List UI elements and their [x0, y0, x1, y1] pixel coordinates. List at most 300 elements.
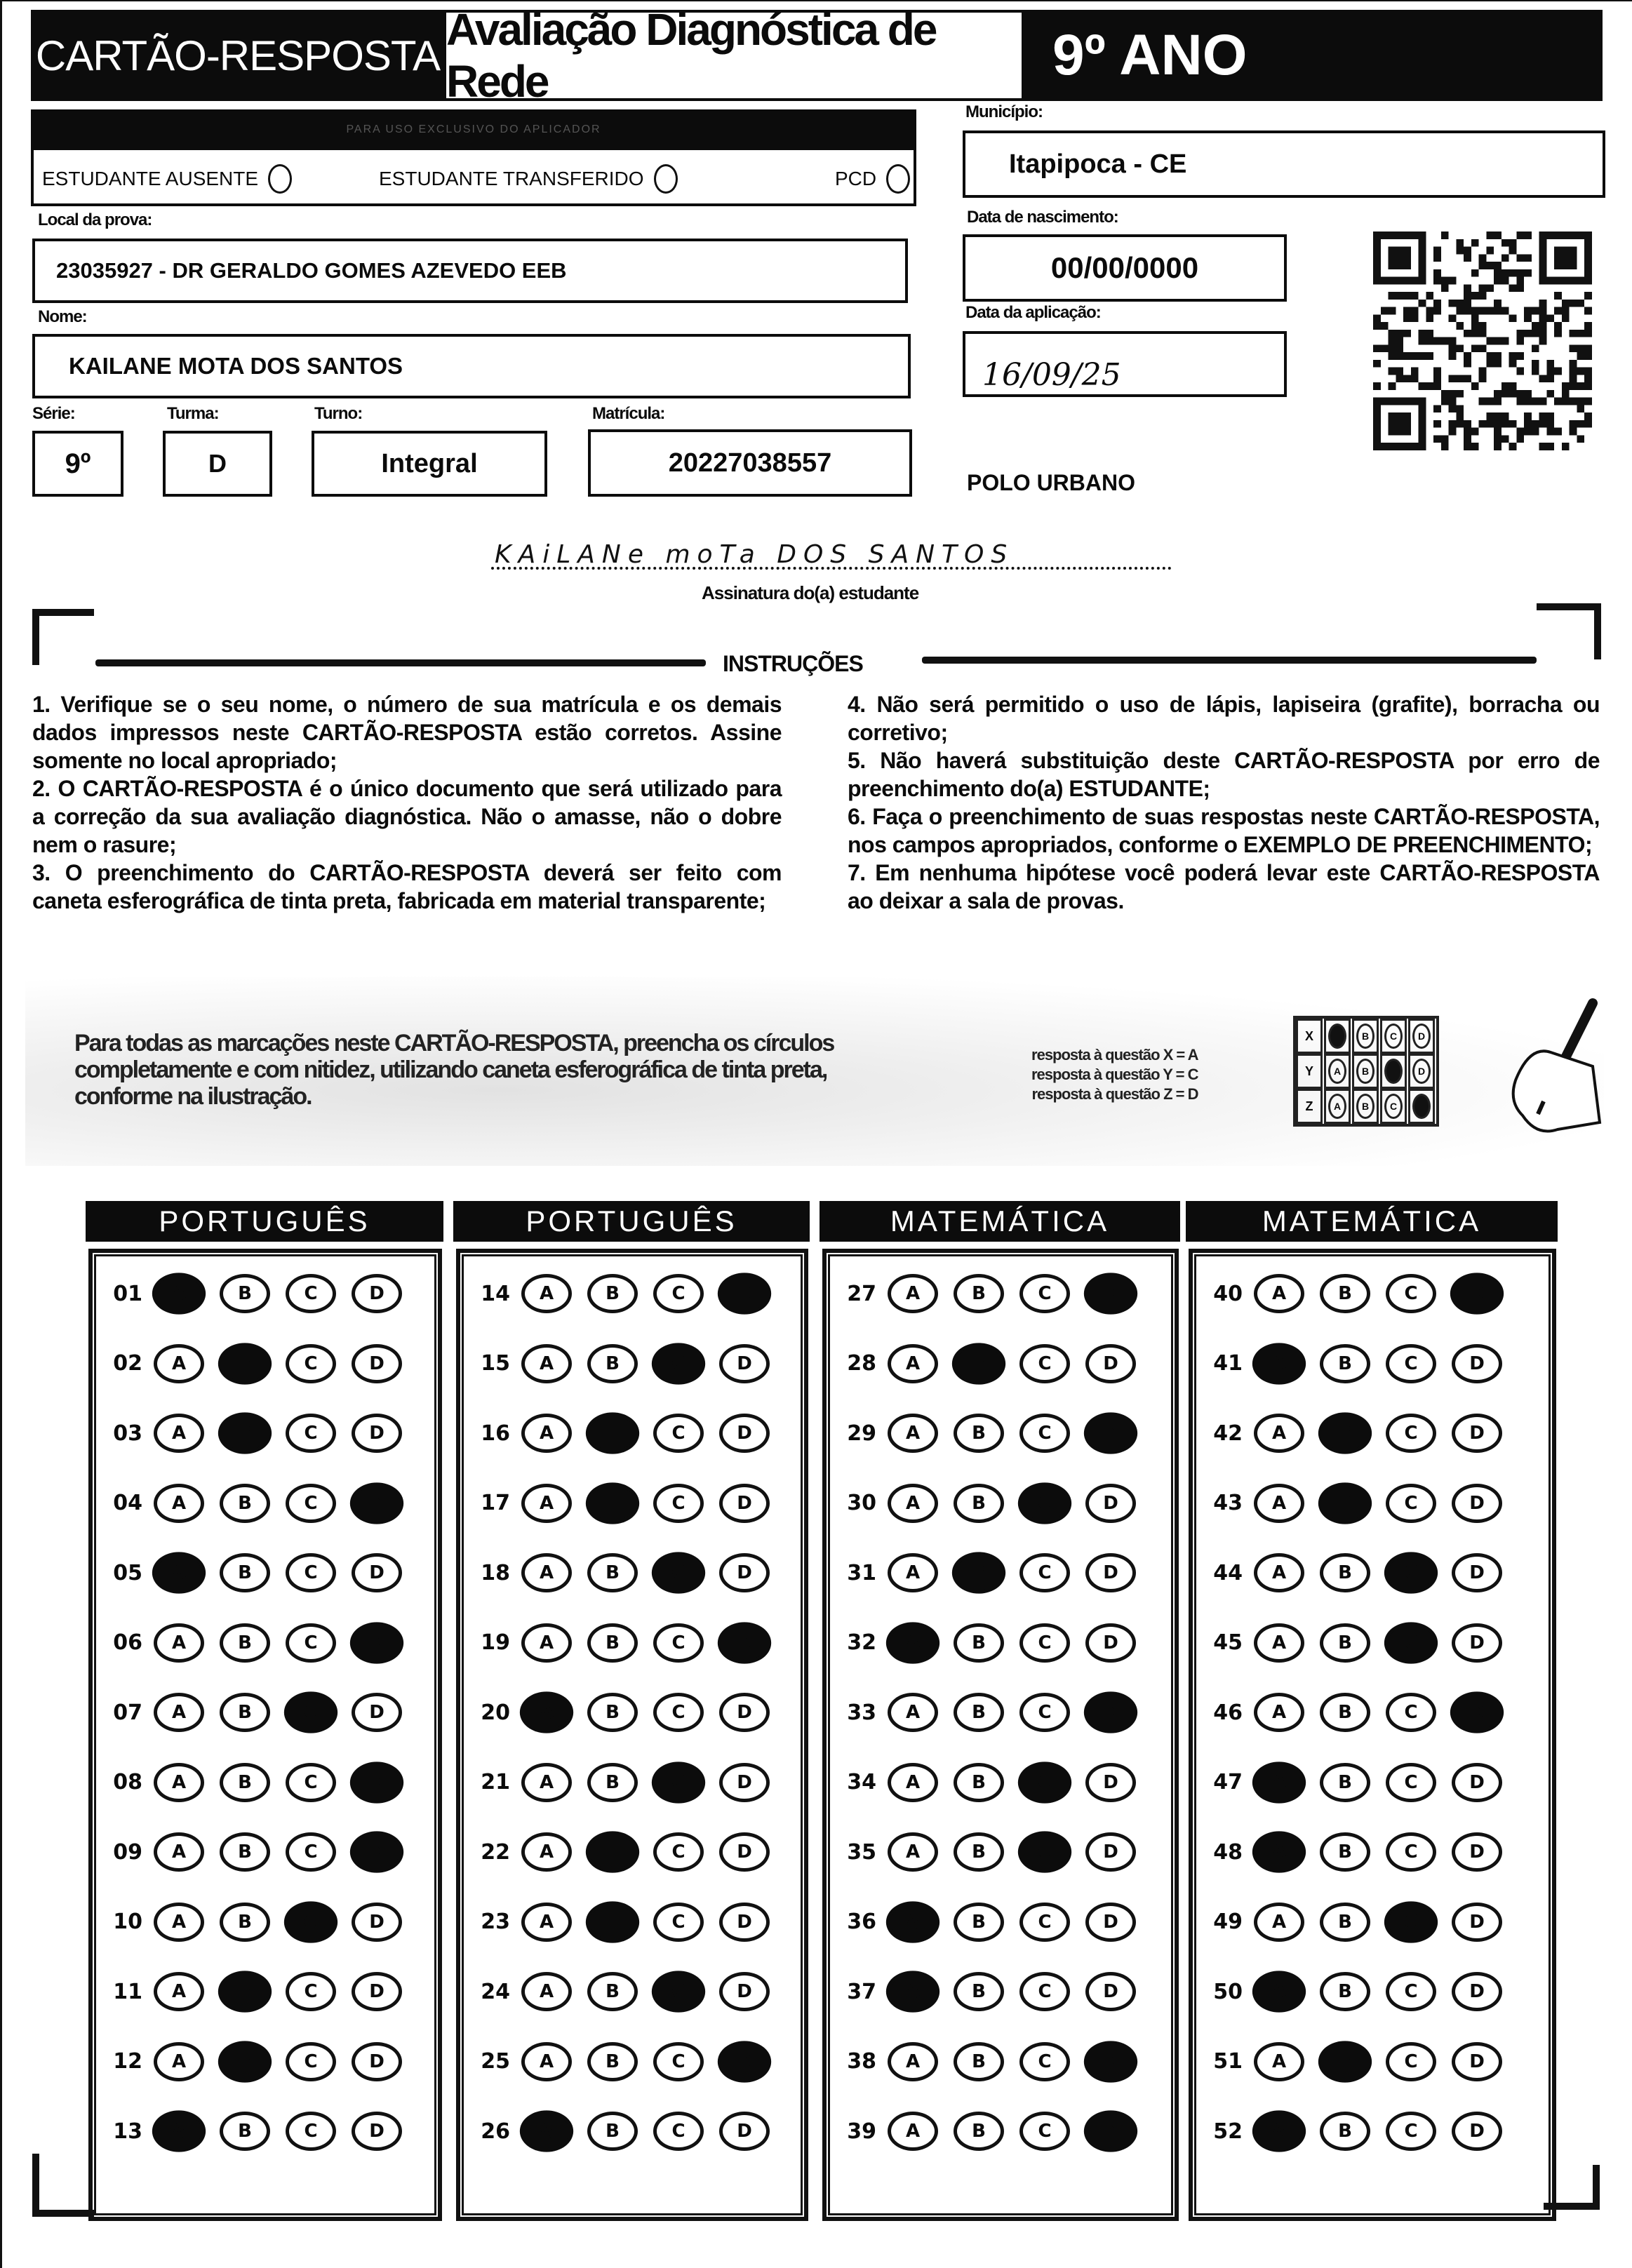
- answer-bubble[interactable]: C: [286, 1763, 336, 1802]
- question-number: 47: [1213, 1770, 1243, 1794]
- answer-bubble-filled[interactable]: B: [586, 1412, 639, 1454]
- answer-bubble[interactable]: B: [954, 1763, 1004, 1802]
- answer-bubble-filled[interactable]: A: [1252, 1971, 1306, 2012]
- option-absent[interactable]: [42, 164, 379, 194]
- answer-bubble[interactable]: B: [220, 1484, 270, 1523]
- question-number: 37: [847, 1979, 876, 2004]
- answer-bubble[interactable]: C: [286, 1972, 336, 2011]
- question-number: 24: [481, 1979, 510, 2004]
- answer-bubble[interactable]: A: [521, 1344, 572, 1383]
- answer-bubble[interactable]: B: [954, 2042, 1004, 2081]
- answer-bubble[interactable]: B: [220, 2112, 270, 2151]
- answer-bubble-filled[interactable]: D: [350, 1482, 403, 1524]
- answer-bubble[interactable]: A: [521, 1553, 572, 1592]
- answer-bubble[interactable]: C: [286, 1553, 336, 1592]
- answer-bubble-filled[interactable]: A: [152, 2110, 206, 2152]
- question-row: [464, 1898, 801, 1947]
- option-absent-radio[interactable]: [268, 164, 292, 194]
- question-number: 20: [481, 1700, 510, 1725]
- example-cell: [1408, 1019, 1435, 1054]
- question-row: [464, 2107, 801, 2156]
- answer-bubble[interactable]: D: [352, 1274, 402, 1313]
- serie-field: 9º: [32, 431, 123, 497]
- answer-bubble[interactable]: D: [719, 1553, 770, 1592]
- instructions-title: INSTRUÇÕES: [723, 651, 863, 676]
- option-pcd-radio[interactable]: [886, 164, 910, 194]
- question-number: 52: [1213, 2119, 1243, 2144]
- question-row: [96, 1898, 434, 1947]
- answer-bubble[interactable]: C: [1019, 1903, 1070, 1942]
- answer-bubble-filled[interactable]: C: [652, 1762, 705, 1803]
- answer-bubble[interactable]: C: [1019, 1414, 1070, 1453]
- question-number: 03: [113, 1421, 142, 1446]
- answer-bubble[interactable]: A: [521, 1832, 572, 1872]
- question-row: [830, 2107, 1171, 2156]
- answer-bubble-filled[interactable]: B: [952, 1343, 1005, 1384]
- answer-bubble[interactable]: B: [954, 1972, 1004, 2011]
- answer-bubble[interactable]: C: [286, 1344, 336, 1383]
- question-number: 32: [847, 1630, 876, 1655]
- question-row: [464, 1827, 801, 1877]
- answer-bubble[interactable]: B: [587, 1623, 638, 1663]
- example-cell: [1408, 1054, 1435, 1089]
- example-cell: [1324, 1054, 1351, 1089]
- answer-bubble[interactable]: C: [1386, 2112, 1436, 2151]
- question-number: 16: [481, 1421, 510, 1446]
- answer-bubble[interactable]: C: [1019, 1623, 1070, 1663]
- answer-bubble[interactable]: C: [653, 2112, 704, 2151]
- answer-bubble[interactable]: A: [1254, 1693, 1304, 1732]
- section-answer-box: [1189, 1249, 1556, 2221]
- answer-bubble[interactable]: B: [1320, 1693, 1370, 1732]
- question-number: 40: [1213, 1281, 1243, 1306]
- answer-bubble-filled[interactable]: C: [652, 1971, 705, 2012]
- section-answer-box-inner: [94, 1254, 436, 2215]
- question-number: 11: [113, 1979, 142, 2004]
- answer-bubble[interactable]: D: [352, 1903, 402, 1942]
- answer-bubble[interactable]: B: [220, 1763, 270, 1802]
- question-row: [1196, 1898, 1549, 1947]
- answer-bubble[interactable]: B: [587, 1344, 638, 1383]
- answer-bubble[interactable]: B: [587, 1763, 638, 1802]
- answer-bubble[interactable]: A: [154, 1903, 204, 1942]
- answer-bubble-filled[interactable]: D: [350, 1762, 403, 1803]
- question-number: 31: [847, 1560, 876, 1585]
- answer-bubble[interactable]: B: [220, 1832, 270, 1872]
- example-bubble: B: [1356, 1094, 1375, 1119]
- question-row: [830, 1409, 1171, 1458]
- answer-bubble-filled[interactable]: D: [1084, 1691, 1137, 1733]
- answer-bubble-filled[interactable]: D: [1450, 1273, 1504, 1314]
- answer-bubble[interactable]: A: [521, 1903, 572, 1942]
- question-row: [1196, 2037, 1549, 2086]
- answer-bubble[interactable]: A: [1254, 1623, 1304, 1663]
- question-number: 22: [481, 1839, 510, 1865]
- answer-bubble-filled[interactable]: B: [218, 1412, 272, 1454]
- answer-bubble-filled[interactable]: B: [586, 1831, 639, 1872]
- answer-bubble[interactable]: D: [1085, 1344, 1136, 1383]
- question-number: 13: [113, 2119, 142, 2144]
- answer-bubble[interactable]: A: [888, 1414, 938, 1453]
- option-transferred-radio[interactable]: [654, 164, 678, 194]
- answer-bubble[interactable]: B: [954, 1832, 1004, 1872]
- question-row: [830, 1967, 1171, 2016]
- answer-bubble[interactable]: B: [1320, 1274, 1370, 1313]
- answer-bubble[interactable]: D: [719, 1484, 770, 1523]
- answer-bubble-filled[interactable]: C: [1018, 1762, 1071, 1803]
- answer-bubble[interactable]: A: [521, 2042, 572, 2081]
- answer-bubble[interactable]: B: [1320, 1763, 1370, 1802]
- answer-bubble[interactable]: D: [1452, 2042, 1502, 2081]
- answer-bubble[interactable]: A: [888, 1553, 938, 1592]
- answer-bubble[interactable]: B: [220, 1623, 270, 1663]
- answer-bubble[interactable]: D: [1452, 1972, 1502, 2011]
- answer-bubble-filled[interactable]: B: [1318, 2041, 1372, 2082]
- answer-bubble-filled[interactable]: B: [218, 1971, 272, 2012]
- question-row: [464, 1967, 801, 2016]
- question-row: [830, 1339, 1171, 1388]
- answer-bubble[interactable]: D: [1085, 1763, 1136, 1802]
- answer-bubble[interactable]: B: [954, 1274, 1004, 1313]
- answer-bubble-filled[interactable]: D: [718, 1273, 771, 1314]
- answer-bubble[interactable]: C: [286, 1274, 336, 1313]
- answer-bubble-filled[interactable]: A: [152, 1552, 206, 1593]
- question-number: 45: [1213, 1630, 1243, 1655]
- answer-bubble[interactable]: B: [587, 1693, 638, 1732]
- answer-bubble-filled[interactable]: D: [1084, 2041, 1137, 2082]
- answer-bubble-filled[interactable]: B: [1318, 1482, 1372, 1524]
- answer-bubble[interactable]: C: [653, 1832, 704, 1872]
- question-row: [1196, 1688, 1549, 1737]
- answer-bubble[interactable]: D: [1085, 1972, 1136, 2011]
- answer-bubble[interactable]: C: [653, 1274, 704, 1313]
- answer-bubble[interactable]: C: [1386, 1274, 1436, 1313]
- answer-bubble[interactable]: A: [521, 1414, 572, 1453]
- answer-bubble[interactable]: A: [521, 1763, 572, 1802]
- answer-bubble[interactable]: A: [521, 1274, 572, 1313]
- answer-bubble[interactable]: C: [286, 2112, 336, 2151]
- answer-bubble[interactable]: A: [1254, 1274, 1304, 1313]
- option-pcd[interactable]: [835, 164, 910, 194]
- answer-bubble[interactable]: D: [719, 1972, 770, 2011]
- answer-bubble[interactable]: D: [352, 1414, 402, 1453]
- answer-bubble[interactable]: C: [1386, 1484, 1436, 1523]
- answer-bubble[interactable]: A: [154, 1972, 204, 2011]
- answer-bubble[interactable]: C: [286, 1414, 336, 1453]
- answer-bubble-filled[interactable]: D: [1084, 1273, 1137, 1314]
- answer-bubble[interactable]: A: [888, 1344, 938, 1383]
- answer-bubble[interactable]: C: [1019, 1553, 1070, 1592]
- answer-bubble[interactable]: C: [1386, 1832, 1436, 1872]
- answer-bubble[interactable]: C: [653, 1903, 704, 1942]
- name-field: KAILANE MOTA DOS SANTOS: [32, 334, 911, 398]
- answer-bubble[interactable]: D: [1085, 1484, 1136, 1523]
- question-number: 17: [481, 1491, 510, 1515]
- answer-bubble-filled[interactable]: C: [1384, 1622, 1438, 1663]
- question-row: [96, 1409, 434, 1458]
- question-row: [1196, 1967, 1549, 2016]
- question-number: 29: [847, 1421, 876, 1446]
- answer-bubble[interactable]: A: [1254, 1414, 1304, 1453]
- answer-bubble[interactable]: D: [719, 1693, 770, 1732]
- section-header: MATEMÁTICA: [820, 1201, 1180, 1242]
- example-cell: [1352, 1054, 1379, 1089]
- question-number: 30: [847, 1491, 876, 1515]
- answer-bubble[interactable]: A: [888, 1484, 938, 1523]
- answer-bubble[interactable]: D: [352, 1344, 402, 1383]
- answer-bubble[interactable]: B: [587, 1274, 638, 1313]
- answer-bubble[interactable]: A: [154, 2042, 204, 2081]
- question-number: 15: [481, 1351, 510, 1376]
- answer-bubble[interactable]: B: [954, 1484, 1004, 1523]
- question-row: [1196, 1618, 1549, 1668]
- answer-bubble-filled[interactable]: D: [1084, 1412, 1137, 1454]
- answer-bubble[interactable]: A: [888, 1693, 938, 1732]
- answer-bubble-filled[interactable]: A: [886, 1622, 939, 1663]
- answer-bubble[interactable]: A: [888, 2112, 938, 2151]
- answer-bubble[interactable]: D: [1452, 2112, 1502, 2151]
- polo-label: POLO URBANO: [967, 470, 1135, 495]
- answer-bubble[interactable]: B: [1320, 1553, 1370, 1592]
- answer-bubble-filled[interactable]: D: [1084, 2110, 1137, 2152]
- example-cell: [1324, 1089, 1351, 1124]
- question-number: 04: [113, 1491, 142, 1515]
- answer-bubble[interactable]: B: [220, 1274, 270, 1313]
- answer-bubble-filled[interactable]: B: [218, 2041, 272, 2082]
- answer-bubble[interactable]: B: [587, 2042, 638, 2081]
- answer-bubble[interactable]: B: [587, 1972, 638, 2011]
- answer-bubble[interactable]: B: [954, 1414, 1004, 1453]
- answer-bubble[interactable]: C: [1386, 1344, 1436, 1383]
- answer-bubble[interactable]: C: [653, 1414, 704, 1453]
- answer-bubble[interactable]: C: [1386, 1414, 1436, 1453]
- answer-bubble[interactable]: B: [1320, 1832, 1370, 1872]
- question-number: 34: [847, 1770, 876, 1794]
- answer-bubble[interactable]: B: [220, 1903, 270, 1942]
- birthdate-field: 00/00/0000: [963, 234, 1287, 302]
- option-transferred[interactable]: [379, 164, 793, 194]
- answer-bubble[interactable]: D: [1452, 1553, 1502, 1592]
- section-answer-box-inner: [828, 1254, 1173, 2215]
- answer-bubble[interactable]: D: [719, 1832, 770, 1872]
- answer-bubble[interactable]: B: [954, 1623, 1004, 1663]
- answer-bubble[interactable]: D: [1452, 1344, 1502, 1383]
- answer-bubble[interactable]: A: [154, 1344, 204, 1383]
- answer-bubble-filled[interactable]: C: [1018, 1831, 1071, 1872]
- local-field: 23035927 - DR GERALDO GOMES AZEVEDO EEB: [32, 239, 908, 303]
- answer-bubble-filled[interactable]: C: [1018, 1482, 1071, 1524]
- instruction-1: 1. Verifique se o seu nome, o número de sua matrícula e os demais dados impressos neste CARTÃO-RESPOSTA estão corretos. Assine somente no local apropriado;: [32, 692, 782, 773]
- example-bubble: A: [1328, 1094, 1346, 1119]
- answer-bubble[interactable]: A: [888, 1274, 938, 1313]
- answer-bubble[interactable]: C: [1019, 2042, 1070, 2081]
- answer-bubble-filled[interactable]: A: [1252, 1343, 1306, 1384]
- answer-bubble-filled[interactable]: A: [152, 1273, 206, 1314]
- answer-bubble-filled[interactable]: A: [520, 1691, 573, 1733]
- answer-bubble[interactable]: C: [1386, 1972, 1436, 2011]
- answer-bubble[interactable]: A: [1254, 1553, 1304, 1592]
- answer-bubble[interactable]: A: [154, 1763, 204, 1802]
- answer-bubble[interactable]: D: [719, 1903, 770, 1942]
- answer-bubble[interactable]: A: [521, 1623, 572, 1663]
- answer-bubble[interactable]: A: [521, 1484, 572, 1523]
- answer-bubble[interactable]: B: [587, 2112, 638, 2151]
- answer-bubble[interactable]: B: [954, 1693, 1004, 1732]
- example-cell: [1380, 1089, 1407, 1124]
- question-row: [464, 1269, 801, 1318]
- answer-bubble[interactable]: D: [1085, 1832, 1136, 1872]
- answer-bubble[interactable]: A: [154, 1623, 204, 1663]
- question-row: [464, 1409, 801, 1458]
- answer-bubble-filled[interactable]: B: [1318, 1412, 1372, 1454]
- answer-bubble[interactable]: D: [1452, 1484, 1502, 1523]
- example-bubble: D: [1412, 1024, 1431, 1049]
- answer-bubble-filled[interactable]: C: [1384, 1552, 1438, 1593]
- answer-bubble-filled[interactable]: D: [1450, 1691, 1504, 1733]
- option-transferred-label: ESTUDANTE TRANSFERIDO: [379, 168, 644, 189]
- answer-bubble-filled[interactable]: B: [952, 1552, 1005, 1593]
- answer-bubble-filled[interactable]: C: [284, 1691, 337, 1733]
- question-number: 08: [113, 1770, 142, 1794]
- answer-bubble[interactable]: D: [719, 1344, 770, 1383]
- question-number: 49: [1213, 1910, 1243, 1934]
- answer-bubble[interactable]: D: [719, 1414, 770, 1453]
- answer-bubble[interactable]: A: [888, 1763, 938, 1802]
- answer-bubble-filled[interactable]: A: [1252, 1762, 1306, 1803]
- answer-bubble[interactable]: A: [154, 1832, 204, 1872]
- answer-bubble[interactable]: C: [1386, 1763, 1436, 1802]
- question-row: [464, 1688, 801, 1737]
- answer-bubble[interactable]: D: [1085, 1623, 1136, 1663]
- answer-bubble[interactable]: A: [154, 1484, 204, 1523]
- answer-bubble[interactable]: C: [653, 2042, 704, 2081]
- answer-bubble[interactable]: C: [1019, 1693, 1070, 1732]
- answer-bubble[interactable]: A: [1254, 2042, 1304, 2081]
- answer-bubble[interactable]: D: [719, 1763, 770, 1802]
- answer-bubble[interactable]: B: [1320, 1344, 1370, 1383]
- answer-bubble[interactable]: C: [653, 1623, 704, 1663]
- answer-bubble[interactable]: C: [286, 1832, 336, 1872]
- answer-bubble[interactable]: B: [954, 1903, 1004, 1942]
- answer-bubble-filled[interactable]: C: [652, 1552, 705, 1593]
- answer-bubble[interactable]: C: [653, 1693, 704, 1732]
- example-bubble-filled: [1384, 1059, 1403, 1084]
- answer-bubble-filled[interactable]: D: [350, 1831, 403, 1872]
- answer-bubble[interactable]: B: [1320, 1903, 1370, 1942]
- question-number: 35: [847, 1839, 876, 1865]
- answer-bubble[interactable]: C: [1019, 1344, 1070, 1383]
- answer-bubble[interactable]: B: [954, 2112, 1004, 2151]
- answer-bubble-filled[interactable]: B: [586, 1901, 639, 1942]
- answer-bubble-filled[interactable]: C: [284, 1901, 337, 1942]
- answer-bubble[interactable]: C: [1386, 1693, 1436, 1732]
- answer-bubble[interactable]: D: [719, 2112, 770, 2151]
- question-number: 10: [113, 1910, 142, 1934]
- answer-bubble[interactable]: D: [1085, 1553, 1136, 1592]
- answer-bubble[interactable]: B: [220, 1553, 270, 1592]
- grade-label: 9º ANO: [1052, 23, 1248, 87]
- answer-bubble[interactable]: A: [1254, 1903, 1304, 1942]
- example-cell: [1380, 1054, 1407, 1089]
- answer-bubble[interactable]: C: [1386, 2042, 1436, 2081]
- question-number: 27: [847, 1281, 876, 1306]
- example-bubble: B: [1356, 1024, 1375, 1049]
- answer-bubble[interactable]: C: [1019, 2112, 1070, 2151]
- answer-bubble[interactable]: D: [1452, 1903, 1502, 1942]
- answer-bubble[interactable]: A: [154, 1414, 204, 1453]
- answer-bubble-filled[interactable]: A: [520, 2110, 573, 2152]
- answer-bubble[interactable]: A: [888, 1832, 938, 1872]
- question-number: 12: [113, 2049, 142, 2074]
- question-row: [830, 1479, 1171, 1528]
- answer-bubble-filled[interactable]: A: [886, 1901, 939, 1942]
- question-row: [1196, 1269, 1549, 1318]
- answer-bubble[interactable]: A: [154, 1693, 204, 1732]
- turma-label: Turma:: [167, 404, 219, 423]
- answer-bubble-filled[interactable]: B: [218, 1343, 272, 1384]
- answer-bubble[interactable]: C: [286, 1484, 336, 1523]
- answer-bubble[interactable]: C: [653, 1484, 704, 1523]
- answer-bubble-filled[interactable]: D: [718, 2041, 771, 2082]
- answer-bubble[interactable]: D: [1085, 1903, 1136, 1942]
- answer-bubble-filled[interactable]: D: [718, 1622, 771, 1663]
- corner-mark-top-left: [32, 609, 94, 665]
- answer-bubble-filled[interactable]: C: [1384, 1901, 1438, 1942]
- answer-bubble-filled[interactable]: C: [652, 1343, 705, 1384]
- answer-bubble[interactable]: D: [352, 2112, 402, 2151]
- answer-bubble[interactable]: A: [888, 2042, 938, 2081]
- turma-field: D: [163, 431, 272, 497]
- answer-bubble-filled[interactable]: D: [350, 1622, 403, 1663]
- matricula-label: Matrícula:: [592, 404, 665, 423]
- instructions-rule-left: [95, 659, 706, 666]
- answer-bubble[interactable]: C: [1019, 1972, 1070, 2011]
- answer-bubble[interactable]: C: [286, 1623, 336, 1663]
- answer-bubble[interactable]: A: [1254, 1484, 1304, 1523]
- answer-bubble-filled[interactable]: A: [886, 1971, 939, 2012]
- exam-title: Avaliação Diagnóstica de Rede: [446, 13, 1022, 98]
- question-row: [1196, 1758, 1549, 1807]
- example-bubble: B: [1356, 1059, 1375, 1084]
- answer-bubble[interactable]: D: [1452, 1763, 1502, 1802]
- answer-bubble[interactable]: D: [1452, 1414, 1502, 1453]
- answer-bubble[interactable]: D: [352, 1972, 402, 2011]
- answer-bubble[interactable]: D: [1452, 1623, 1502, 1663]
- question-number: 23: [481, 1910, 510, 1934]
- question-number: 14: [481, 1281, 510, 1306]
- answer-bubble-filled[interactable]: A: [1252, 2110, 1306, 2152]
- answer-bubble[interactable]: B: [1320, 1623, 1370, 1663]
- question-number: 07: [113, 1700, 142, 1725]
- answer-bubble[interactable]: D: [352, 2042, 402, 2081]
- answer-bubble-filled[interactable]: B: [586, 1482, 639, 1524]
- answer-bubble[interactable]: D: [1452, 1832, 1502, 1872]
- answer-bubble[interactable]: D: [352, 1553, 402, 1592]
- option-absent-label: ESTUDANTE AUSENTE: [42, 168, 259, 189]
- question-row: [830, 1548, 1171, 1597]
- answer-bubble[interactable]: B: [587, 1553, 638, 1592]
- question-row: [1196, 2107, 1549, 2156]
- answer-bubble[interactable]: B: [220, 1693, 270, 1732]
- answer-bubble[interactable]: C: [286, 2042, 336, 2081]
- answer-bubble-filled[interactable]: A: [1252, 1831, 1306, 1872]
- answer-bubble[interactable]: C: [1019, 1274, 1070, 1313]
- answer-bubble[interactable]: B: [1320, 2112, 1370, 2151]
- answer-bubble[interactable]: A: [521, 1972, 572, 2011]
- question-row: [96, 1688, 434, 1737]
- answer-bubble[interactable]: B: [1320, 1972, 1370, 2011]
- answer-bubble[interactable]: D: [352, 1693, 402, 1732]
